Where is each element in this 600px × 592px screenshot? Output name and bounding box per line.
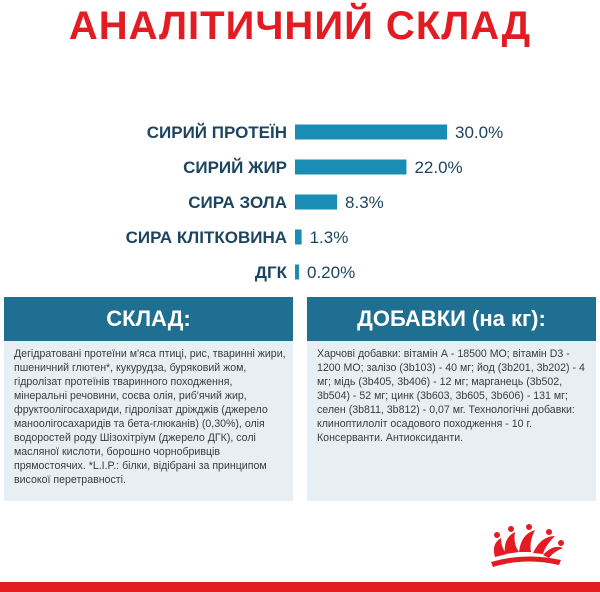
page-title: АНАЛІТИЧНИЙ СКЛАД — [68, 4, 532, 48]
category-label: СИРА ЗОЛА — [188, 193, 287, 212]
category-label: СИРИЙ ПРОТЕЇН — [146, 123, 287, 142]
composition-header — [4, 297, 293, 341]
value-label: 0.20% — [307, 263, 356, 282]
royal-canin-crown-logo-icon — [483, 524, 567, 568]
composition-text: Дегідратовані протеїни м'яса птиці, рис, тваринні жири, пшеничний глютен*, кукурудза, буряковий жом, гідролізат протеїнів тваринного походження, мінеральні речовини, соєва олія, риб'ячий жир, фруктоолігосахариди, гідролізат дріжджів (джерело маноолігосахаридів та бета-глюканів) (0,30%), олія водоростей роду Шізохітріум (джерело ДГК), солі масляної кислоти, борошно чорнобривців прямостоячих. *L.I.P.: білки, відібрані за принципом високої перетравності. — [14, 348, 286, 486]
value-label: 30.0% — [455, 123, 504, 142]
category-label: ДГК — [254, 263, 287, 282]
category-label: СИРИЙ ЖИР — [183, 158, 287, 177]
value-label: 8.3% — [345, 193, 384, 212]
bar — [295, 265, 299, 280]
category-label: СИРА КЛІТКОВИНА — [125, 228, 287, 247]
additives-text: Харчові добавки: вітамін А - 18500 МО; вітамін D3 - 1200 МО; залізо (3b103) - 40 мг; йод (3b201, 3b202) - 4 мг; мідь (3b405, 3b406) - 12 мг; марганець (3b502, 3b504) - 52 мг; цинк (3b603, 3b605, 3b606) - 131 мг; селен (3b811, 3b812) - 0,07 мг. Технологічні добавки: клиноптилоліт осадового походження - 10 г. Консерванти. Антиоксиданти. — [317, 348, 585, 444]
additives-header — [307, 297, 596, 341]
additives-panel — [307, 341, 596, 501]
bar — [295, 125, 447, 140]
bar — [295, 230, 302, 245]
value-label: 22.0% — [414, 158, 463, 177]
composition-heading: СКЛАД: — [106, 306, 191, 331]
composition-panel — [4, 341, 293, 501]
analytical-composition-chart — [0, 110, 600, 285]
bar — [295, 160, 406, 175]
value-label: 1.3% — [309, 228, 349, 247]
additives-heading: ДОБАВКИ (на кг): — [357, 306, 546, 331]
bar — [295, 195, 337, 210]
bottom-red-bar — [0, 582, 600, 592]
